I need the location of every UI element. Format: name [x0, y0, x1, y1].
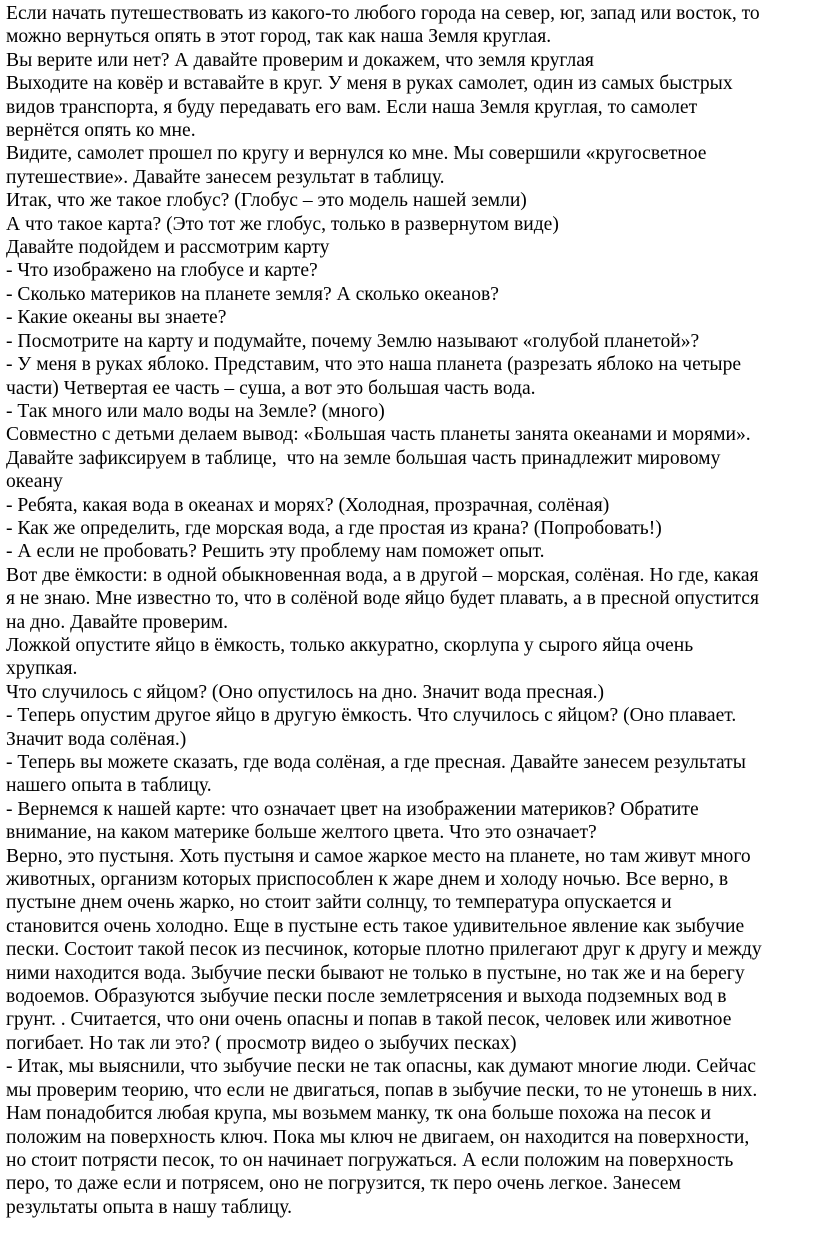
text-line: Видите, самолет прошел по кругу и вернулся ко мне. Мы совершили «кругосветное [6, 143, 707, 165]
text-line: - Так много или мало воды на Земле? (много) [6, 400, 385, 422]
text-line: - Как же определить, где морская вода, а где простая из крана? (Попробовать!) [6, 517, 662, 539]
text-line: пустыне днем очень жарко, но стоит зайти солнцу, то температура опускается и [6, 892, 672, 914]
text-line: внимание, на каком материке больше желтого цвета. Что это означает? [6, 822, 597, 844]
text-line: - Вернемся к нашей карте: что означает цвет на изображении материков? Обратите [6, 798, 699, 820]
text-line: животных, организм которых приспособлен к жаре днем и холоду ночью. Все верно, в [6, 869, 729, 891]
text-line: - У меня в руках яблоко. Представим, что это наша планета (разрезать яблоко на четыре [6, 354, 742, 376]
text-line: становится очень холодно. Еще в пустыне есть такое удивительное явление как зыбучие [6, 915, 745, 937]
text-line: Выходите на ковёр и вставайте в круг. У меня в руках самолет, один из самых быстрых [6, 73, 733, 95]
text-line: ними находится вода. Зыбучие пески бывают не только в пустыне, но так же и на берегу [6, 962, 745, 984]
text-line: хрупкая. [6, 658, 78, 680]
text-line: части) Четвертая ее часть – суша, а вот это большая часть вода. [6, 377, 536, 399]
text-line: - Какие океаны вы знаете? [6, 307, 227, 329]
text-line: грунт. . Считается, что они очень опасны и попав в такой песок, человек или животное [6, 1009, 732, 1031]
text-line: - Теперь опустим другое яйцо в другую ёмкость. Что случилось с яйцом? (Оно плавает. [6, 705, 737, 727]
text-line: Нам понадобится любая крупа, мы возьмем манку, тк она больше похожа на песок и [6, 1103, 712, 1125]
text-line: перо, то даже если и потрясем, оно не погрузится, тк перо очень легкое. Занесем [6, 1173, 681, 1195]
text-line: - Ребята, какая вода в океанах и морях? (Холодная, прозрачная, солёная) [6, 494, 610, 516]
document-body [6, 2, 810, 1219]
text-line: Вот две ёмкости: в одной обыкновенная вода, а в другой – морская, солёная. Но где, какая [6, 564, 759, 586]
text-line: водоемов. Образуются зыбучие пески после землетрясения и выхода подземных вод в [6, 986, 727, 1008]
text-line: я не знаю. Мне известно то, что в солёной воде яйцо будет плавать, а в пресной опустится [6, 588, 759, 610]
text-line: на дно. Давайте проверим. [6, 611, 229, 633]
text-line: Что случилось с яйцом? (Оно опустилось на дно. Значит вода пресная.) [6, 681, 605, 703]
text-line: - Теперь вы можете сказать, где вода солёная, а где пресная. Давайте занесем результаты [6, 752, 746, 773]
text-line: вернётся опять ко мне. [6, 120, 196, 142]
text-line: Давайте зафиксируем в таблице, что на земле большая часть принадлежит мировому [6, 447, 721, 469]
text-line: Совместно с детьми делаем вывод: «Большая часть планеты занята океанами и морями». [6, 424, 751, 446]
text-line: результаты опыта в нашу таблицу. [6, 1196, 293, 1218]
text-line: - А если не пробовать? Решить эту проблему нам поможет опыт. [6, 541, 545, 563]
text-line: океану [6, 471, 63, 493]
text-line: пески. Состоит такой песок из песчинок, которые плотно прилегают друг к другу и между [6, 939, 762, 961]
text-line: - Итак, мы выяснили, что зыбучие пески не так опасны, как думают многие люди. Сейчас [6, 1056, 756, 1078]
text-line: Итак, что же такое глобус? (Глобус – это модель нашей земли) [6, 190, 527, 212]
text-line: можно вернуться опять в этот город, так как наша Земля круглая. [6, 26, 552, 48]
text-line: - Посмотрите на карту и подумайте, почему Землю называют «голубой планетой»? [6, 330, 700, 352]
text-line: Если начать путешествовать из какого-то любого города на север, юг, запад или восток, то [6, 3, 760, 24]
text-line: Вы верите или нет? А давайте проверим и докажем, что земля круглая [6, 49, 594, 71]
text-line: Давайте подойдем и рассмотрим карту [6, 237, 330, 259]
text-line: - Сколько материков на планете земля? А сколько океанов? [6, 283, 499, 305]
text-line: нашего опыта в таблицу. [6, 775, 212, 797]
text-line: А что такое карта? (Это тот же глобус, только в развернутом виде) [6, 213, 559, 235]
text-line: Значит вода солёная.) [6, 728, 187, 750]
text-line: Верно, это пустыня. Хоть пустыня и самое жаркое место на планете, но там живут много [6, 845, 751, 867]
text-line: видов транспорта, я буду передавать его вам. Если наша Земля круглая, то самолет [6, 96, 698, 118]
text-line: - Что изображено на глобусе и карте? [6, 260, 318, 282]
text-line: мы проверим теорию, что если не двигаться, попав в зыбучие пески, то не утонешь в них. [6, 1079, 758, 1101]
text-line: Ложкой опустите яйцо в ёмкость, только аккуратно, скорлупа у сырого яйца очень [6, 634, 694, 656]
text-line: положим на поверхность ключ. Пока мы ключ не двигаем, он находится на поверхности, [6, 1126, 750, 1148]
text-line: путешествие». Давайте занесем результат в таблицу. [6, 166, 445, 188]
text-line: но стоит потрясти песок, то он начинает погружаться. А если положим на поверхность [6, 1149, 734, 1171]
text-line: погибает. Но так ли это? ( просмотр видео о зыбучих песках) [6, 1032, 517, 1054]
